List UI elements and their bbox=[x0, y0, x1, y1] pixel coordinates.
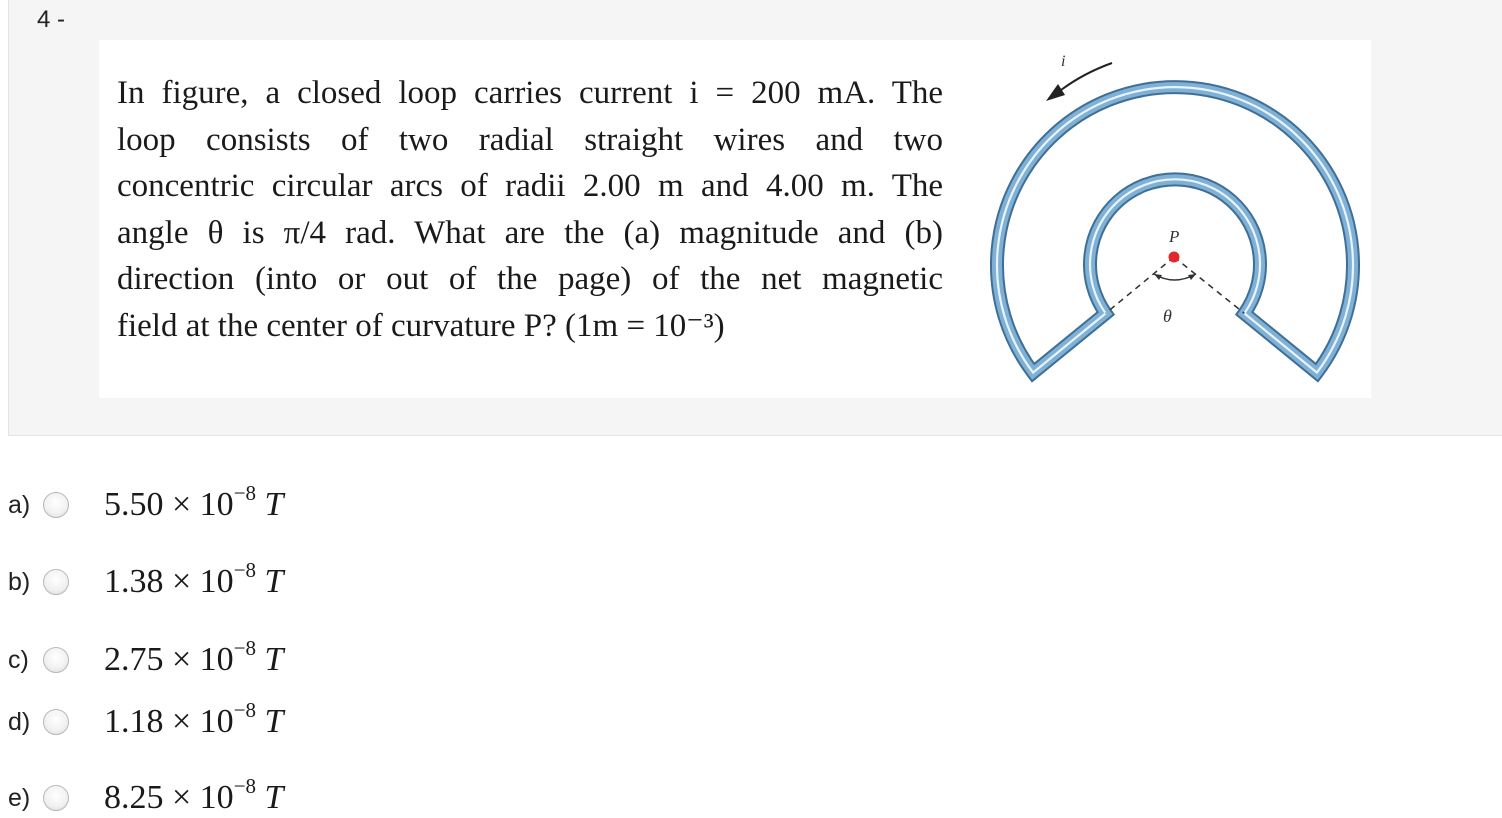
option-d[interactable] bbox=[0, 698, 600, 742]
option-radio[interactable] bbox=[43, 709, 69, 735]
option-radio[interactable] bbox=[43, 569, 69, 595]
option-value: $2.75 \times 10^{-8}$ T bbox=[104, 636, 284, 678]
option-value: $1.18 \times 10^{-8}$ T bbox=[104, 698, 284, 740]
option-radio[interactable] bbox=[43, 785, 69, 811]
point-label: P bbox=[1169, 227, 1180, 246]
option-letter: b) bbox=[8, 568, 31, 596]
option-radio[interactable] bbox=[43, 492, 69, 518]
current-arrow bbox=[1061, 63, 1112, 90]
dashed-radius-right bbox=[1174, 257, 1244, 313]
current-label: i bbox=[1061, 53, 1066, 70]
question-text-line: In figure, a closed loop carries current i = 200 mA. The bbox=[117, 75, 943, 111]
option-e[interactable] bbox=[0, 774, 600, 818]
dashed-radius-left bbox=[1106, 257, 1174, 313]
question-panel bbox=[8, 0, 1502, 436]
angle-label: θ bbox=[1163, 306, 1172, 326]
question-text-line: concentric circular arcs of radii 2.00 m and 4.00 m. The bbox=[117, 168, 943, 204]
loop-figure bbox=[984, 42, 1374, 398]
question-text bbox=[117, 70, 943, 349]
option-letter: d) bbox=[8, 708, 31, 736]
question-number: 4 - bbox=[37, 6, 66, 33]
option-c[interactable] bbox=[0, 636, 600, 680]
option-b[interactable] bbox=[0, 558, 600, 602]
center-point bbox=[1169, 252, 1180, 263]
option-letter: c) bbox=[8, 646, 29, 674]
question-text-line: field at the center of curvature P? (1m = 10⁻³) bbox=[117, 307, 725, 344]
question-text-line: loop consists of two radial straight wires and two bbox=[117, 121, 943, 158]
option-radio[interactable] bbox=[43, 647, 69, 673]
option-value: $5.50 \times 10^{-8}$ T bbox=[104, 481, 284, 523]
option-letter: e) bbox=[8, 784, 31, 812]
option-value: $1.38 \times 10^{-8}$ T bbox=[104, 558, 284, 600]
question-text-line: direction (into or out of the page) of the net magnetic bbox=[117, 261, 943, 297]
current-arrowhead bbox=[1046, 84, 1065, 101]
option-a[interactable] bbox=[0, 481, 600, 525]
option-letter: a) bbox=[8, 491, 31, 519]
question-text-line: angle θ is π/4 rad. What are the (a) magnitude and (b) bbox=[117, 214, 943, 251]
option-value: $8.25 \times 10^{-8}$ T bbox=[104, 774, 284, 816]
